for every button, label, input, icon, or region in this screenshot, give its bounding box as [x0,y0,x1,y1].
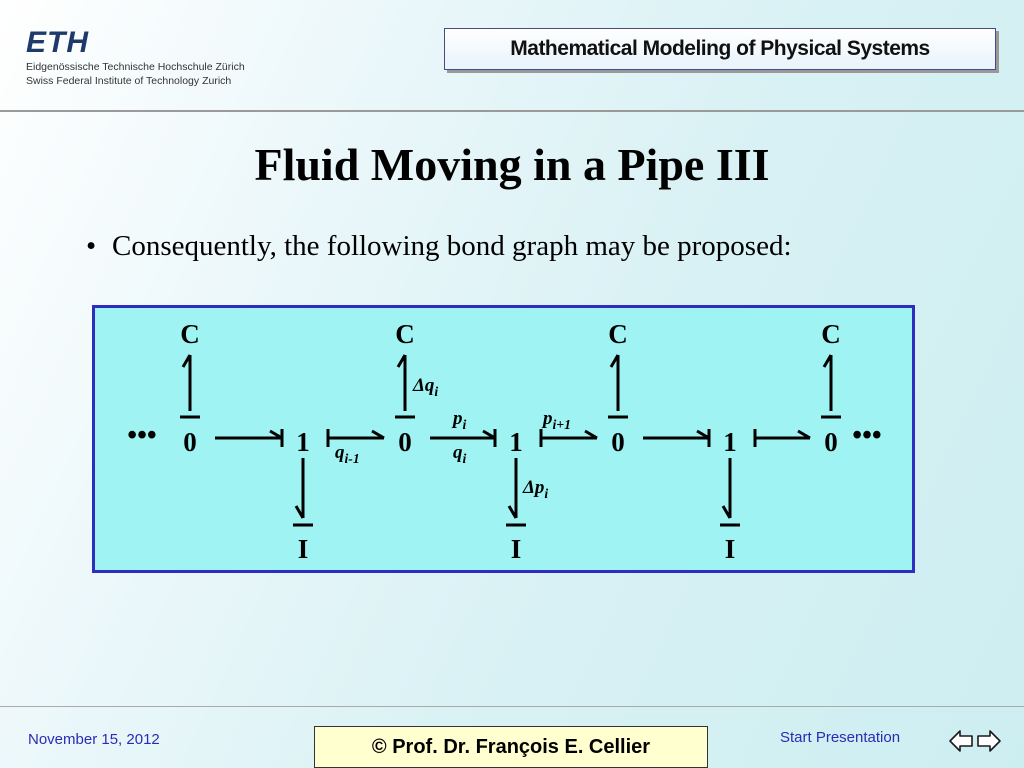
course-title: Mathematical Modeling of Physical Systems [510,37,930,60]
eth-logo [26,28,266,98]
back-arrow-icon[interactable] [950,731,972,751]
junction-1-2: 1 [296,427,310,457]
junction-0-3: 0 [398,427,412,457]
header-divider [0,110,1024,112]
junction-0-5: 0 [611,427,625,457]
label-q-i: $q_i$ [453,442,467,466]
eth-logo-line-2: Swiss Federal Institute of Technology Zurich [26,75,232,87]
inductor-label-3: I [724,534,736,564]
junction-0-1: 0 [183,427,197,457]
label-delta-p-i: $\Delta p_i$ [523,477,549,501]
slide-title: Fluid Moving in a Pipe III [254,139,770,190]
inductor-label-1: I [297,534,309,564]
footer-date: November 15, 2012 [28,731,160,748]
navigation-arrows [948,728,1002,754]
eth-logo-text: ETH [26,26,89,59]
ellipsis-right: ••• [852,420,882,451]
junction-1-4: 1 [509,427,523,457]
capacitor-label-2: C [395,319,415,349]
footer-divider [0,706,1024,707]
course-title-box [444,28,996,70]
capacitor-label-4: C [821,319,841,349]
label-p-i-plus-1: $p_{i+1}$ [543,408,571,432]
bond-labels [127,319,881,564]
bullet-dot: • [86,230,97,262]
bond-graph-svg [95,308,912,570]
forward-arrow-icon[interactable] [978,731,1000,751]
bond-graph-diagram [92,305,915,573]
copyright-box [314,726,708,768]
ellipsis-left: ••• [127,420,157,451]
eth-logo-line-1: Eidgenössische Technische Hochschule Zürich [26,61,245,73]
label-p-i: $p_i$ [453,408,467,432]
copyright-text: © Prof. Dr. François E. Cellier [371,735,651,758]
junction-0-7: 0 [824,427,838,457]
start-presentation-link[interactable]: Start Presentation [780,729,901,746]
inductor-label-2: I [510,534,522,564]
capacitor-label-1: C [180,319,200,349]
bullet-item [86,230,792,263]
label-delta-q-i: $\Delta q_i$ [413,375,439,399]
label-q-i-minus-1: $q_{i-1}$ [335,442,360,466]
junction-1-6: 1 [723,427,737,457]
bullet-text: Consequently, the following bond graph may be proposed: [112,230,792,262]
capacitor-label-3: C [608,319,628,349]
